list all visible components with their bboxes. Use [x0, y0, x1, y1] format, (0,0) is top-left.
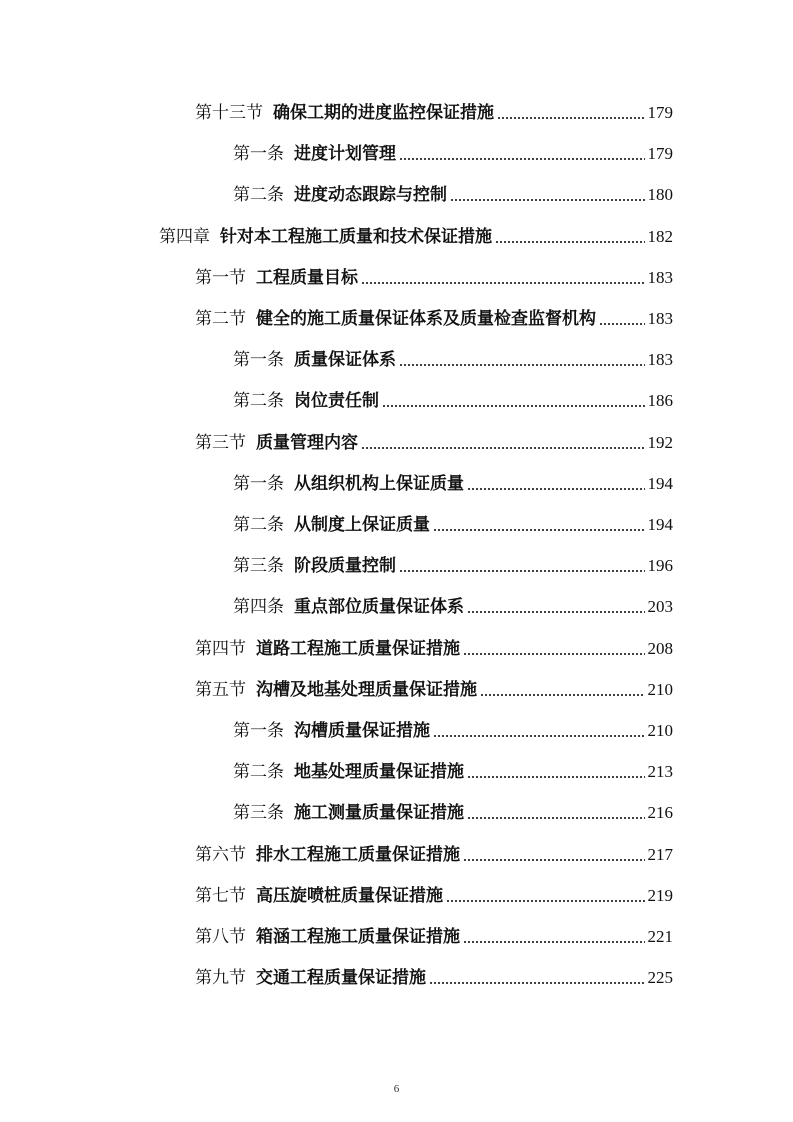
toc-entry-number: 第一条 [233, 473, 284, 494]
toc-entry-page: 210 [647, 721, 673, 740]
toc-dot-leader [495, 230, 645, 244]
toc-entry-page: 225 [647, 968, 673, 988]
toc-entry-title: 工程质量目标 [256, 267, 358, 288]
toc-entry-page: 217 [647, 844, 673, 864]
toc-entry[interactable] [195, 630, 673, 660]
toc-entry-number: 第二条 [233, 515, 284, 535]
toc-dot-leader [361, 271, 645, 285]
toc-entry-title: 岗位责任制 [294, 391, 379, 412]
toc-entry-page: 203 [647, 597, 673, 617]
toc-entry[interactable] [195, 300, 673, 330]
toc-entry[interactable] [233, 135, 673, 165]
toc-entry-page: 183 [647, 350, 673, 370]
toc-entry-page: 196 [647, 556, 673, 576]
toc-dot-leader [463, 642, 645, 656]
toc-entry-title: 针对本工程施工质量和技术保证措施 [220, 226, 492, 247]
toc-dot-leader [433, 518, 645, 532]
toc-entry-title: 沟槽及地基处理质量保证措施 [256, 679, 477, 700]
toc-entry-title: 阶段质量控制 [294, 556, 396, 577]
toc-entry-number: 第八节 [195, 927, 246, 947]
toc-dot-leader [446, 889, 645, 903]
toc-entry-number: 第六节 [195, 844, 246, 865]
toc-dot-leader [463, 930, 645, 944]
toc-dot-leader [467, 765, 645, 779]
toc-entry-number: 第二条 [233, 185, 284, 206]
toc-entry-number: 第三节 [195, 432, 246, 453]
toc-entry-title: 高压旋喷桩质量保证措施 [256, 885, 443, 906]
toc-entry-number: 第二条 [233, 762, 284, 783]
toc-entry-title: 质量保证体系 [294, 350, 396, 371]
toc-entry-number: 第一条 [233, 350, 284, 371]
toc-entry-page: 180 [647, 185, 673, 205]
toc-entry-title: 地基处理质量保证措施 [294, 762, 464, 783]
toc-entry-page: 182 [647, 226, 673, 246]
toc-entry[interactable] [195, 959, 673, 989]
toc-entry[interactable] [195, 836, 673, 866]
toc-entry[interactable] [233, 794, 673, 824]
toc-dot-leader [399, 353, 645, 367]
toc-entry-page: 221 [647, 927, 673, 946]
page-number: 6 [393, 1083, 400, 1095]
toc-dot-leader [463, 848, 645, 862]
toc-entry-page: 183 [647, 309, 673, 328]
toc-entry-title: 施工测量质量保证措施 [294, 803, 464, 824]
toc-dot-leader [399, 559, 645, 573]
toc-entry-number: 第十三节 [195, 103, 263, 123]
toc-entry-title: 排水工程施工质量保证措施 [256, 844, 460, 865]
toc-entry-page: 179 [647, 144, 673, 164]
toc-entry[interactable] [233, 712, 673, 742]
toc-entry-page: 183 [647, 267, 673, 287]
toc-entry-title: 从制度上保证质量 [294, 515, 430, 535]
toc-dot-leader [480, 683, 645, 697]
toc-dot-leader [382, 394, 645, 408]
toc-entry[interactable] [195, 918, 673, 948]
toc-entry-number: 第四章 [159, 226, 210, 247]
toc-entry-page: 179 [647, 103, 673, 122]
toc-entry-number: 第四节 [195, 638, 246, 659]
toc-entry-title: 道路工程施工质量保证措施 [256, 638, 460, 659]
toc-entry-page: 210 [647, 679, 673, 699]
toc-entry-title: 进度计划管理 [294, 144, 396, 165]
toc-dot-leader [467, 600, 645, 614]
toc-entry-number: 第三条 [233, 803, 284, 824]
toc-entry-number: 第七节 [195, 885, 246, 906]
toc-entry-title: 确保工期的进度监控保证措施 [273, 103, 494, 123]
toc-entry-number: 第一条 [233, 144, 284, 165]
toc-dot-leader [467, 477, 645, 491]
toc-entry-page: 216 [647, 803, 673, 823]
toc-entry-title: 重点部位质量保证体系 [294, 597, 464, 618]
toc-entry[interactable] [233, 382, 673, 412]
toc-dot-leader [433, 724, 645, 738]
toc-entry[interactable] [233, 465, 673, 495]
toc-entry[interactable] [159, 218, 673, 248]
toc-entry[interactable] [233, 341, 673, 371]
toc-entry[interactable] [195, 877, 673, 907]
toc-entry[interactable] [233, 506, 673, 536]
toc-entry-number: 第一条 [233, 721, 284, 741]
toc-entry-title: 沟槽质量保证措施 [294, 721, 430, 741]
toc-entry-number: 第九节 [195, 968, 246, 989]
toc-entry-number: 第一节 [195, 267, 246, 288]
toc-entry[interactable] [233, 753, 673, 783]
toc-entry[interactable] [233, 176, 673, 206]
toc-dot-leader [429, 971, 645, 985]
toc-dot-leader [450, 188, 645, 202]
toc-entry-page: 208 [647, 638, 673, 658]
toc-entry-page: 194 [647, 473, 673, 493]
toc-entry-title: 从组织机构上保证质量 [294, 473, 464, 494]
toc-entry-number: 第二节 [195, 309, 246, 329]
toc-entry-number: 第三条 [233, 556, 284, 577]
toc-entry[interactable] [233, 547, 673, 577]
toc-entry-title: 箱涵工程施工质量保证措施 [256, 927, 460, 947]
toc-entry[interactable] [195, 671, 673, 701]
toc-entry-page: 186 [647, 391, 673, 411]
toc-entry[interactable] [195, 259, 673, 289]
toc-entry-number: 第二条 [233, 391, 284, 412]
toc-entry-page: 219 [647, 885, 673, 905]
toc-dot-leader [467, 806, 645, 820]
toc-dot-leader [599, 312, 645, 326]
toc-entry-number: 第四条 [233, 597, 284, 618]
toc-dot-leader [497, 106, 645, 120]
toc-entry-page: 194 [647, 515, 673, 534]
toc-entry-title: 健全的施工质量保证体系及质量检查监督机构 [256, 309, 596, 329]
toc-entry-page: 192 [647, 432, 673, 452]
toc-entry[interactable] [195, 424, 673, 454]
toc-entry-title: 进度动态跟踪与控制 [294, 185, 447, 206]
toc-entry[interactable] [195, 94, 673, 124]
toc-entry[interactable] [233, 588, 673, 618]
toc-entry-number: 第五节 [195, 679, 246, 700]
toc-dot-leader [361, 436, 645, 450]
toc-dot-leader [399, 147, 645, 161]
toc-entry-title: 交通工程质量保证措施 [256, 968, 426, 989]
toc-entry-title: 质量管理内容 [256, 432, 358, 453]
toc-entry-page: 213 [647, 762, 673, 782]
